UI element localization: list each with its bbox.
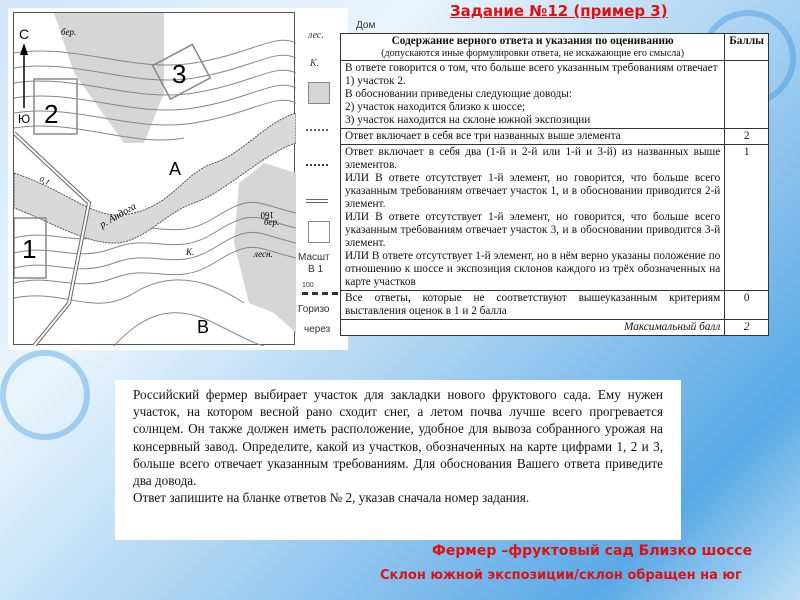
map-drawing [14,13,296,346]
row-text: ИЛИ В ответе отсутствует 1-й элемент, но говорится, что больше всего указанным требованиям отвечает участок 1, и в обосновании приводится 2-й элемент. [345,172,721,210]
row-score [725,61,769,129]
row-text: Ответ включает в себя все три названных выше элемента [345,130,621,142]
legend-contours-interval: через [304,324,331,335]
point-a-label: А [169,159,182,179]
legend-house: Дом [356,20,376,31]
row-score: 2 [725,129,769,145]
answer-line-1: Фермер –фруктовый сад Близко шоссе [432,543,753,559]
legend-contours: Горизо [298,304,330,315]
table-header-row [341,34,769,61]
birch-label: бер. [61,27,77,37]
table-row [341,145,769,291]
row-text: Все ответы, которые не соответствуют вышеуказанным критериям выставления оценок в 1 и 2 балла [345,292,721,317]
birch-label: бер. [264,217,280,227]
row-text: В обосновании приведены следующие доводы: [345,88,573,100]
answer-line-2: Склон южной экспозиции/склон обращен на юг [380,568,742,583]
legend-forester: лес. [308,30,324,41]
max-score-row [341,320,769,336]
north-label: С [19,26,30,42]
legend-forest-icon [308,82,330,104]
table-row [341,129,769,145]
legend-cliff-icon [306,129,328,131]
max-score-value: 2 [725,320,769,336]
legend-scale-number: 100 [302,282,314,289]
south-label: Ю [18,112,31,126]
header-content [341,34,725,61]
row-score: 1 [725,145,769,291]
row-text: 3) участок находится на склоне южной экспозиции [345,114,591,126]
row-text: 1) участок 2. [345,75,406,87]
legend-well: К. [310,58,320,69]
header-note: (допускаются иные формулировки ответа, не искажающие его смысла) [381,48,685,59]
task-text-box [115,380,681,540]
row-text: В ответе говорится о том, что больше всего указанным требованиям отвечает [345,62,718,74]
legend-garden-icon [308,221,330,243]
point-b-label: В [197,317,210,337]
forest-area [234,163,296,333]
legend-bank-icon [306,164,328,166]
slide-title: Задание №12 (пример 3) [450,2,668,20]
well-label: К. [186,247,195,257]
max-score-label: Максимальный балл [341,320,725,336]
row-text: Ответ включает в себя два (1-й и 2-й или 1-й и 3-й) из названных выше элементов. [345,146,721,171]
header-score: Баллы [725,34,769,61]
plot-1-label: 1 [22,234,37,264]
contour-value: 160 [260,210,274,220]
row-score: 0 [725,291,769,320]
river-label: р. Андога [98,201,139,231]
legend-road-icon [306,199,328,203]
legend-scale: Масшт [298,252,330,263]
row-text: 2) участок находится близко к шоссе; [345,101,526,113]
legend-scale-bar [302,292,338,295]
task-paragraph: Российский фермер выбирает участок для закладки нового фруктового сада. Ему нужен участок, на котором весной рано сходит снег, а летом почва лучше всего прогревается солнцем. Он также должен иметь расположение, удобное для вывоза собранного урожая на консервный завод. Определите, какой из участков, обозначенных на карте цифрами 1, 2 и 3, больше всего отвечает указанным требованиям. Для обоснования Вашего ответа приведите два довода. [133,387,663,489]
header-title: Содержание верного ответа и указания по оцениванию [391,35,674,47]
background-decoration [0,350,90,440]
row-text: ИЛИ В ответе отсутствует 1-й элемент, но в нём верно указаны положение по отношению к шоссе и экспозиция склонов каждого из трёх обозначенных на карте участков [345,250,721,288]
forester-label: лесн. [254,249,273,259]
plot-2-label: 2 [44,99,59,129]
table-row [341,291,769,320]
table-row [341,61,769,129]
depth-label: 0,1 [38,174,52,188]
legend-scale-ratio: В 1 [308,264,324,275]
plot-3-label: 3 [172,59,187,89]
criteria-table [340,33,769,336]
topographic-map [13,12,295,345]
row-text: ИЛИ В ответе отсутствует 1-й элемент, но говорится, что больше всего указанным требованиям отвечает участок 3, и в обосновании приводится 3-й элемент. [345,211,721,249]
task-instruction: Ответ запишите на бланке ответов № 2, указав сначала номер задания. [133,490,530,506]
